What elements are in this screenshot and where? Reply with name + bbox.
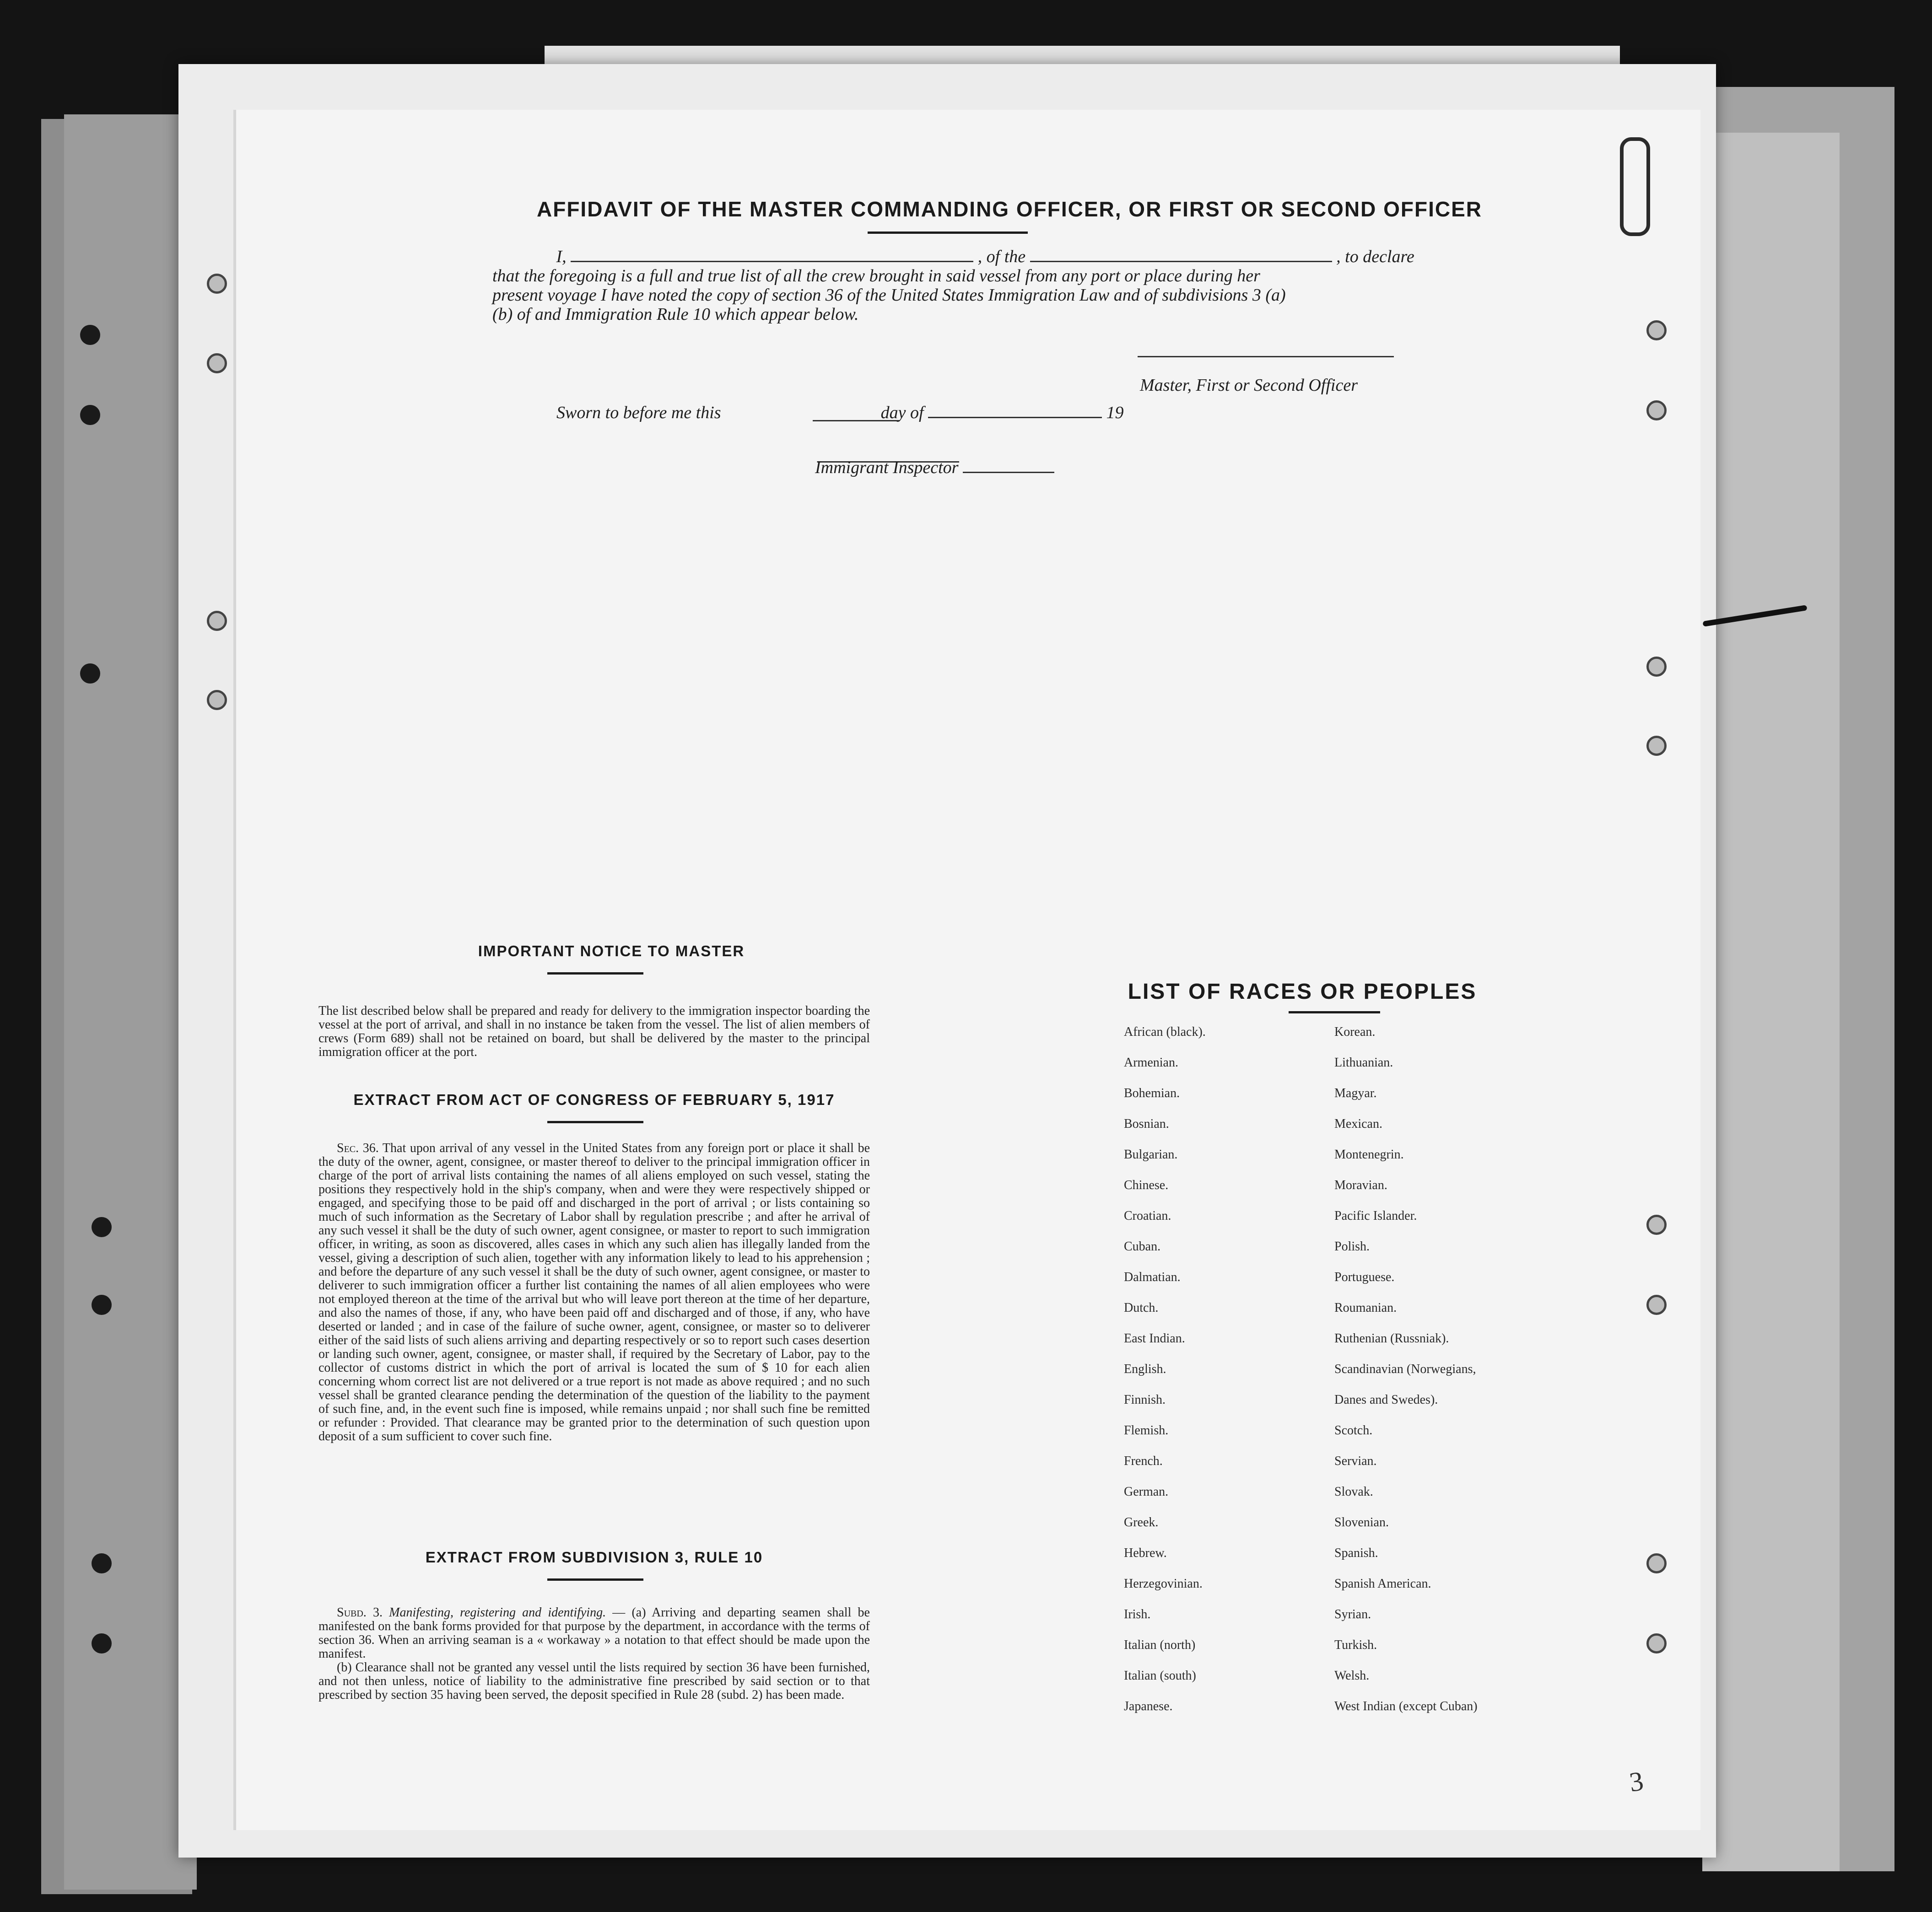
vessel-blank[interactable] xyxy=(1030,248,1332,262)
i-label: I, xyxy=(556,247,567,266)
statement-line: (b) of and Immigration Rule 10 which appear below. xyxy=(492,305,859,324)
inspector-line xyxy=(815,458,1054,478)
binder-hole xyxy=(92,1633,112,1653)
binder-hole xyxy=(80,405,100,425)
race-item: Cuban. xyxy=(1124,1239,1161,1254)
race-item: Greek. xyxy=(1124,1515,1159,1530)
race-item: Syrian. xyxy=(1334,1607,1371,1621)
inspector-blank[interactable] xyxy=(963,459,1054,473)
binder-ring xyxy=(207,274,227,294)
race-item: Slovenian. xyxy=(1334,1515,1389,1530)
race-item: African (black). xyxy=(1124,1025,1206,1039)
race-item: Dalmatian. xyxy=(1124,1270,1181,1284)
subd-title: Manifesting, registering and identifying. xyxy=(389,1605,606,1620)
officer-signature-line[interactable] xyxy=(1138,343,1394,357)
section-36-text: That upon arrival of any vessel in the United States from any foreign port or place it shall be the duty of the owner, agent, consignee, or master thereof to deliver to the principal immigration officer in charge of the port of arrival lists containing the names of all aliens employed on such vessel, stating the positions they respectively hold in the ship's company, when and were they were respectively shipped or engaged, and specifying those to be paid off and discharged in the port of arrival ; or lists containing so much of such information as the Secretary of Labor shall by regulation prescribe ; and after he arrival of any such vessel it shall be the duty of such owner, agent consignee, or master to report to such immigration officer, in writing, as soon as discovered, alles cases in which any such alien has illegally landed from the vessel, giving a description of such alien, together with any information likely to lead to his apprehension ; and before the departure of any such vessel it shall be the duty of such owner, agent consignee, or master to deliverer to such immigration officer a further list containing the names of all alien employees who were not employed thereon at the time of the arrival but who will leave port thereon at the time of her departure, and also the names of those, if any, who have been paid off and discharged and of those, if any, who have deserted or landed ; and in case of the failure of suche owner, agent, consignee, or master so to deliverer either of the said lists of such aliens arriving and departing respectively or so to report such cases desertion or landing such owner, agent, consignee, or master shall, if required by the Secretary of Labor, pay to the collector of customs district in which the port of arrival is located the sum of $ 10 for each alien concerning whom correct list are not delivered or a true report is not made as above required ; and no such vessel shall be granted clearance pending the determination of the question of the liability to the payment of such fine, and, in the event such fine is imposed, while remains unpaid ; nor shall such fine be remitted or refunder : Provided. That clearance may be granted prior to the determination of such question upon deposit of a sum sufficient to cover such fine. xyxy=(318,1141,870,1443)
notice-heading: IMPORTANT NOTICE TO MASTER xyxy=(478,943,745,959)
declaration-first-line xyxy=(492,247,1641,266)
race-item: Danes and Swedes). xyxy=(1334,1393,1438,1407)
binder-ring xyxy=(207,690,227,710)
handwritten-page-number: 3 xyxy=(1627,1766,1646,1798)
binder-ring xyxy=(1646,400,1667,420)
paper-clip xyxy=(1620,137,1650,236)
rule-extract-heading: EXTRACT FROM SUBDIVISION 3, RULE 10 xyxy=(425,1549,763,1566)
year-prefix: 19 xyxy=(1106,403,1124,422)
race-item: Chinese. xyxy=(1124,1178,1169,1192)
act-extract-underline xyxy=(547,1121,643,1123)
binder-ring xyxy=(1646,320,1667,340)
sworn-label: Sworn to before me this xyxy=(556,403,721,422)
race-item: German. xyxy=(1124,1485,1169,1499)
binder-ring xyxy=(1646,657,1667,677)
race-item: Hebrew. xyxy=(1124,1546,1167,1560)
race-item: Servian. xyxy=(1334,1454,1377,1468)
back-sheet-left-inner xyxy=(64,114,197,1890)
race-item: East Indian. xyxy=(1124,1331,1185,1346)
race-item: Ruthenian (Russniak). xyxy=(1334,1331,1449,1346)
binder-ring xyxy=(1646,736,1667,756)
race-item: Mexican. xyxy=(1334,1117,1382,1131)
race-item: Bosnian. xyxy=(1124,1117,1169,1131)
name-blank[interactable] xyxy=(571,248,973,262)
rule-extract-text xyxy=(318,1606,870,1702)
race-item: Scandinavian (Norwegians, xyxy=(1334,1362,1476,1376)
race-item: Roumanian. xyxy=(1334,1301,1397,1315)
subdivision-a xyxy=(318,1606,870,1661)
race-item: Polish. xyxy=(1334,1239,1370,1254)
statement-line: present voyage I have noted the copy of section 36 of the United States Immigration Law and of subdivisions 3 (a) xyxy=(492,285,1286,305)
statement-line: that the foregoing is a full and true list of all the crew brought in said vessel from any port or place during her xyxy=(492,266,1260,285)
notice-text: The list described below shall be prepared and ready for delivery to the immigration inspector boarding the vessel at the port of arrival, and shall in no instance be taken from the vessel. The list of alien members of crews (Form 689) shall not be retained on board, but shall be delivered by the master to the principal immigration officer at the port. xyxy=(318,1004,870,1059)
race-item: Lithuanian. xyxy=(1334,1056,1393,1070)
race-item: Turkish. xyxy=(1334,1638,1377,1652)
affidavit-title: AFFIDAVIT OF THE MASTER COMMANDING OFFICER, OR FIRST OR SECOND OFFICER xyxy=(537,197,1482,221)
race-item: Italian (south) xyxy=(1124,1669,1196,1683)
date-blank[interactable] xyxy=(928,404,1102,418)
officer-signature-label: Master, First or Second Officer xyxy=(1140,376,1358,395)
binder-ring xyxy=(207,611,227,631)
race-item: Korean. xyxy=(1334,1025,1376,1039)
binder-hole xyxy=(92,1553,112,1573)
race-item: English. xyxy=(1124,1362,1166,1376)
binder-ring xyxy=(1646,1215,1667,1235)
race-item: Portuguese. xyxy=(1334,1270,1395,1284)
races-heading: LIST OF RACES OR PEOPLES xyxy=(1128,980,1477,1004)
race-item: Finnish. xyxy=(1124,1393,1166,1407)
race-item: Spanish. xyxy=(1334,1546,1378,1560)
race-item: Flemish. xyxy=(1124,1423,1169,1438)
to-declare-label: , to declare xyxy=(1336,247,1414,266)
subd-label: Subd. 3. xyxy=(337,1605,383,1620)
race-item: Scotch. xyxy=(1334,1423,1373,1438)
act-extract-heading: EXTRACT FROM ACT OF CONGRESS OF FEBRUARY 5, 1917 xyxy=(353,1091,835,1108)
race-item: Welsh. xyxy=(1334,1669,1370,1683)
race-item: Herzegovinian. xyxy=(1124,1577,1203,1591)
subd-b-text: (b) Clearance shall not be granted any vessel until the lists required by section 36 have been furnished, and not then unless, notice of liability to the administrative fine prescribed by said section or to that prescribed by section 35 having been served, the deposit specified in Rule 28 (subd. 2) has been made. xyxy=(318,1660,870,1702)
declaration-block xyxy=(492,247,1641,324)
race-item: Montenegrin. xyxy=(1334,1147,1404,1162)
back-sheet-right-inner xyxy=(1702,133,1840,1871)
binder-hole xyxy=(92,1295,112,1315)
day-of-label: day of xyxy=(880,403,924,422)
act-extract-text xyxy=(318,1142,870,1443)
rule-extract-underline xyxy=(547,1578,643,1581)
subdivision-b xyxy=(318,1661,870,1702)
race-item: Spanish American. xyxy=(1334,1577,1431,1591)
binder-ring xyxy=(1646,1633,1667,1653)
binder-hole xyxy=(92,1217,112,1237)
race-item: Slovak. xyxy=(1334,1485,1373,1499)
section-label: Sec. 36. xyxy=(337,1141,379,1155)
binder-hole xyxy=(80,663,100,684)
race-item: West Indian (except Cuban) xyxy=(1334,1699,1478,1713)
race-item: Pacific Islander. xyxy=(1334,1209,1417,1223)
race-item: Armenian. xyxy=(1124,1056,1178,1070)
race-item: Bulgarian. xyxy=(1124,1147,1178,1162)
races-heading-underline xyxy=(1289,1011,1380,1013)
inspector-label: Immigrant Inspector xyxy=(815,458,959,477)
title-underline xyxy=(868,232,1028,234)
subd-a-text: — (a) Arriving and departing seamen shall be manifested on the bank forms provided for that purpose by the department, in accordance with the terms of section 36. When an arriving seaman is a « workaway » a notation to that effect should be made upon the manifest. xyxy=(318,1605,870,1661)
binder-ring xyxy=(207,353,227,373)
notice-heading-underline xyxy=(547,972,643,975)
binder-hole xyxy=(80,325,100,345)
race-item: French. xyxy=(1124,1454,1163,1468)
race-item: Dutch. xyxy=(1124,1301,1159,1315)
binder-ring xyxy=(1646,1295,1667,1315)
race-item: Moravian. xyxy=(1334,1178,1387,1192)
race-item: Bohemian. xyxy=(1124,1086,1180,1100)
race-item: Magyar. xyxy=(1334,1086,1377,1100)
form-page xyxy=(233,110,1700,1830)
sworn-day-blank[interactable] xyxy=(813,407,900,421)
binder-ring xyxy=(1646,1553,1667,1573)
of-the-label: , of the xyxy=(977,247,1026,266)
race-item: Croatian. xyxy=(1124,1209,1171,1223)
race-item: Irish. xyxy=(1124,1607,1151,1621)
race-item: Italian (north) xyxy=(1124,1638,1196,1652)
race-item: Japanese. xyxy=(1124,1699,1173,1713)
